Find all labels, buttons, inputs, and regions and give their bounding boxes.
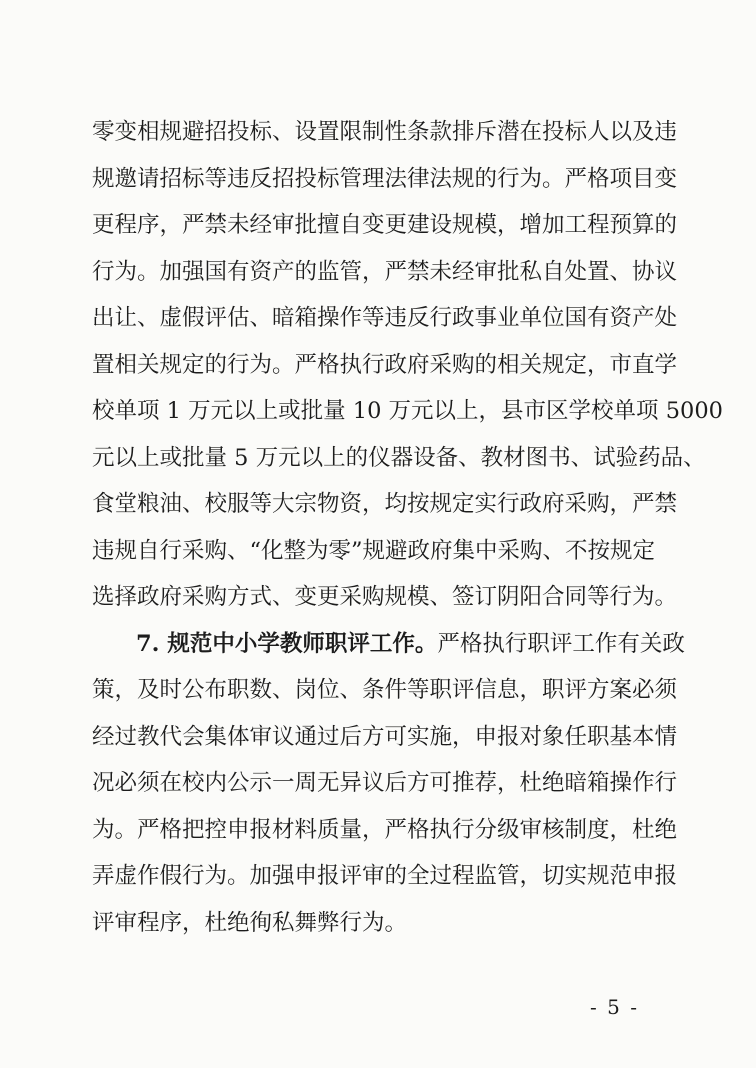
text-line: 规邀请招标等违反招投标管理法律法规的行为。严格项目变 (92, 166, 678, 192)
text-line: 校单项 1 万元以上或批量 10 万元以上，县市区学校单项 5000 (92, 398, 723, 424)
paragraph-heading: 7. 规范中小学教师职评工作。 (136, 631, 438, 657)
paragraph-first-line (136, 629, 685, 659)
text-line: 评审程序，杜绝徇私舞弊行为。 (92, 910, 408, 936)
text-line: 元以上或批量 5 万元以上的仪器设备、教材图书、试验药品、 (92, 445, 706, 471)
text-line: 置相关规定的行为。严格执行政府采购的相关规定，市直学 (92, 352, 678, 378)
text-line: 出让、虚假评估、暗箱操作等违反行政事业单位国有资产处 (92, 305, 678, 331)
text-line: 经过教代会集体审议通过后方可实施，申报对象任职基本情 (92, 724, 678, 750)
text-line: 弄虚作假行为。加强申报评审的全过程监管，切实规范申报 (92, 863, 678, 889)
text-line: 选择政府采购方式、变更采购规模、签订阴阳合同等行为。 (92, 584, 678, 610)
text-line: 策，及时公布职数、岗位、条件等职评信息，职评方案必须 (92, 677, 678, 703)
text-line: 零变相规避招投标、设置限制性条款排斥潜在投标人以及违 (92, 119, 678, 145)
page-number: - 5 - (590, 995, 639, 1019)
text-line: 更程序，严禁未经审批擅自变更建设规模，增加工程预算的 (92, 212, 678, 238)
text-line: 食堂粮油、校服等大宗物资，均按规定实行政府采购，严禁 (92, 491, 678, 517)
text-line: 为。严格把控申报材料质量，严格执行分级审核制度，杜绝 (92, 817, 678, 843)
text-line: 行为。加强国有资产的监管，严禁未经审批私自处置、协议 (92, 259, 678, 285)
paragraph-text: 严格执行职评工作有关政 (437, 631, 685, 657)
text-line: 违规自行采购、“化整为零”规避政府集中采购、不按规定 (92, 538, 656, 564)
text-line: 况必须在校内公示一周无异议后方可推荐，杜绝暗箱操作行 (92, 770, 678, 796)
